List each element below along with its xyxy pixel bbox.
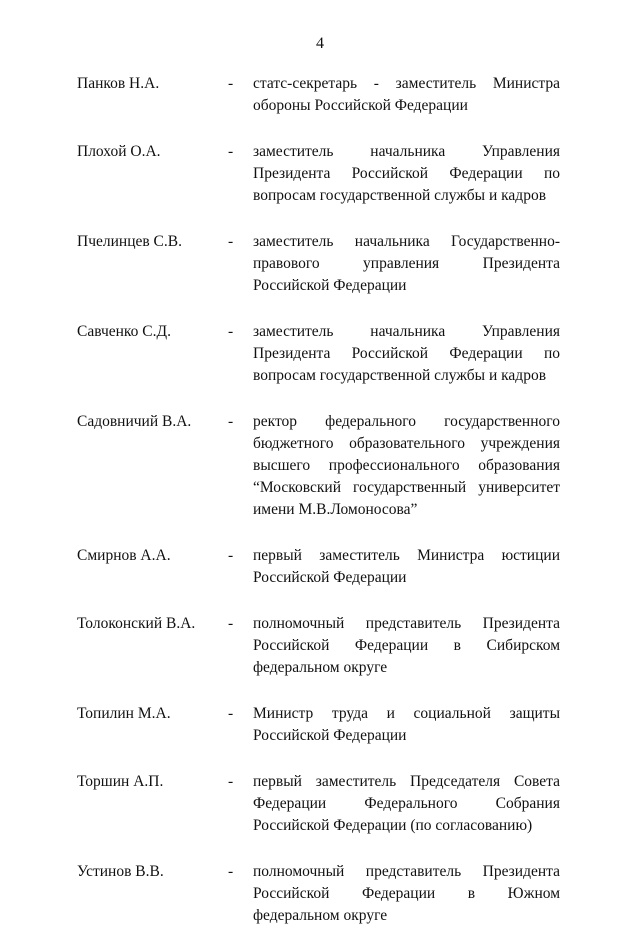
member-name: Толоконский В.А. — [77, 615, 196, 632]
member-name: Торшин А.П. — [77, 773, 164, 790]
separator-dash: - — [228, 773, 234, 790]
page-number: 4 — [316, 35, 324, 52]
separator-dash: - — [228, 413, 234, 430]
list-item — [77, 73, 560, 117]
member-position: статс-секретарь - заместитель Министра обороны Российской Федерации — [253, 75, 560, 114]
member-position: заместитель начальника Управления Президента Российской Федерации по вопросам государственной службы и кадров — [253, 143, 560, 204]
member-name: Панков Н.А. — [77, 75, 160, 92]
separator-dash: - — [228, 323, 234, 340]
member-position: заместитель начальника Государственно-правового управления Президента Российской Федерации — [253, 233, 560, 294]
member-name: Пчелинцев С.В. — [77, 233, 182, 250]
list-item — [77, 321, 560, 387]
member-position: Министр труда и социальной защиты Российской Федерации — [253, 705, 560, 744]
member-position: полномочный представитель Президента Российской Федерации в Южном федеральном округе — [253, 863, 560, 924]
member-name: Садовничий В.А. — [77, 413, 192, 430]
list-item — [77, 861, 560, 927]
member-position: первый заместитель Министра юстиции Российской Федерации — [253, 547, 560, 586]
list-item — [77, 613, 560, 679]
separator-dash: - — [228, 143, 234, 160]
member-name: Устинов В.В. — [77, 863, 164, 880]
list-item — [77, 411, 560, 521]
separator-dash: - — [228, 233, 234, 250]
list-item — [77, 231, 560, 297]
member-position: полномочный представитель Президента Российской Федерации в Сибирском федеральном округе — [253, 615, 560, 676]
member-name: Топилин М.А. — [77, 705, 171, 722]
member-position: ректор федерального государственного бюджетного образовательного учреждения высшего профессионального образования “Московский государственный университет имени М.В.Ломоносова” — [253, 413, 560, 518]
member-position: заместитель начальника Управления Президента Российской Федерации по вопросам государственной службы и кадров — [253, 323, 560, 384]
list-item — [77, 141, 560, 207]
separator-dash: - — [228, 615, 234, 632]
member-name: Плохой О.А. — [77, 143, 161, 160]
list-item — [77, 703, 560, 747]
separator-dash: - — [228, 705, 234, 722]
separator-dash: - — [228, 547, 234, 564]
member-name: Смирнов А.А. — [77, 547, 171, 564]
member-name: Савченко С.Д. — [77, 323, 171, 340]
separator-dash: - — [228, 75, 234, 92]
list-item — [77, 771, 560, 837]
member-list — [77, 73, 560, 951]
list-item — [77, 545, 560, 589]
member-position: первый заместитель Председателя Совета Федерации Федерального Собрания Российской Федерации (по согласованию) — [253, 773, 560, 834]
separator-dash: - — [228, 863, 234, 880]
